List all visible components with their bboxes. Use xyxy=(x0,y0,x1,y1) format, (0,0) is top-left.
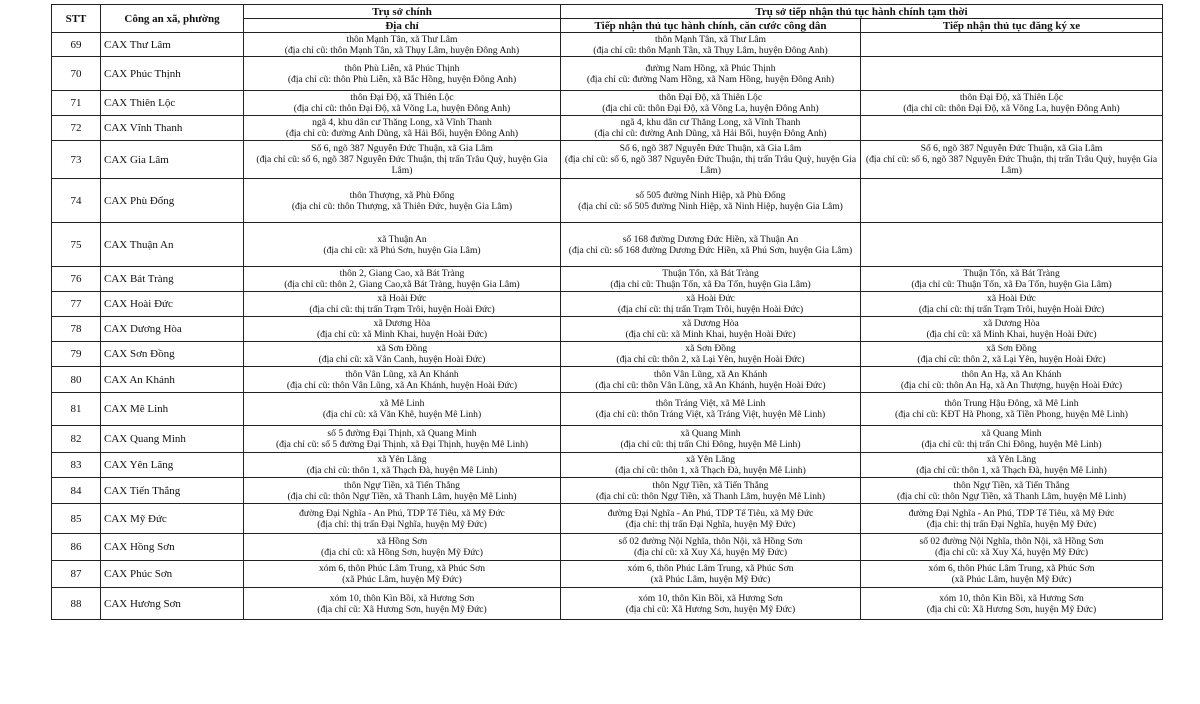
address-line: xã Dương Hòa xyxy=(983,318,1040,329)
old-address-line: (địa chỉ cũ: Xã Hương Sơn, huyện Mỹ Đức) xyxy=(625,603,796,615)
row-main-address xyxy=(244,504,561,534)
header-stt: STT xyxy=(52,5,101,33)
address-line: xóm 6, thôn Phúc Lâm Trung, xã Phúc Sơn xyxy=(928,563,1095,574)
old-address-line: (địa chỉ cũ: số 5 đường Đại Thịnh, xã Đại Thịnh, huyện Mê Linh) xyxy=(275,439,529,450)
old-address-line: (địa chỉ cũ: thị trấn Trạm Trôi, huyện Hoài Đức) xyxy=(617,304,804,315)
row-main-address xyxy=(244,179,561,223)
row-main-address xyxy=(244,57,561,91)
old-address-line: (địa chỉ cũ: số 505 đường Ninh Hiệp, xã Ninh Hiệp, huyện Gia Lâm) xyxy=(578,200,843,212)
header-citizen-id: Tiếp nhận thủ tục hành chính, căn cước công dân xyxy=(561,19,861,33)
old-address-line: (địa chỉ cũ: Thuận Tốn, xã Đa Tốn, huyện Gia Lâm) xyxy=(911,279,1112,290)
row-stt: 71 xyxy=(52,91,101,116)
old-address-line: (địa chỉ cũ: đường Anh Dũng, xã Hải Bối, huyện Đông Anh) xyxy=(594,128,827,139)
address-line: Thuận Tốn, xã Bát Tràng xyxy=(662,268,759,279)
address-line: Thuận Tốn, xã Bát Tràng xyxy=(963,268,1060,279)
address-line: thôn Đại Độ, xã Thiên Lộc xyxy=(959,92,1064,103)
old-address-line: (địa chỉ cũ: thị trấn Chi Đông, huyện Mê Linh) xyxy=(921,439,1102,450)
address-line: xã Hồng Sơn xyxy=(376,536,428,547)
row-citizen-address xyxy=(561,588,861,620)
table-row xyxy=(52,393,1163,426)
row-main-address xyxy=(244,393,561,426)
row-citizen-address xyxy=(561,393,861,426)
old-address-line: (địa chỉ cũ: thôn 2, Giang Cao,xã Bát Tràng, huyện Gia Lâm) xyxy=(284,279,520,290)
header-temp-office: Trụ sở tiếp nhận thủ tục hành chính tạm thời xyxy=(561,5,1163,19)
row-unit-name: CAX Vĩnh Thanh xyxy=(101,116,244,141)
address-line: xóm 6, thôn Phúc Lâm Trung, xã Phúc Sơn xyxy=(318,563,486,574)
address-line: xã Thuận An xyxy=(377,233,427,245)
address-line: thôn Đại Độ, xã Thiên Lộc xyxy=(658,92,763,103)
table-row xyxy=(52,292,1163,317)
row-stt: 72 xyxy=(52,116,101,141)
address-line: thôn Ngự Tiền, xã Tiến Thắng xyxy=(953,479,1070,491)
row-vehicle-address xyxy=(861,91,1163,116)
row-main-address xyxy=(244,91,561,116)
row-unit-name: CAX Bát Tràng xyxy=(101,267,244,292)
row-vehicle-address xyxy=(861,317,1163,342)
old-address-line: (địa chỉ cũ: xã Vân Canh, huyện Hoài Đức) xyxy=(318,354,486,365)
address-line: thôn Vân Lũng, xã An Khánh xyxy=(345,368,459,380)
old-address-line: (địa chỉ cũ: đường Nam Hồng, xã Nam Hồng, huyện Đông Anh) xyxy=(586,73,835,85)
address-line: xã Hoài Đức xyxy=(686,293,735,304)
address-line: xã Dương Hòa xyxy=(373,318,431,329)
address-line: xã Hoài Đức xyxy=(987,293,1036,304)
row-main-address xyxy=(244,116,561,141)
row-vehicle-address xyxy=(861,453,1163,478)
header-unit: Công an xã, phường xyxy=(101,5,244,33)
row-citizen-address xyxy=(561,179,861,223)
address-line: xóm 10, thôn Kìn Bồi, xã Hương Sơn xyxy=(939,592,1084,604)
row-citizen-address xyxy=(561,561,861,588)
table-row xyxy=(52,267,1163,292)
row-unit-name: CAX Quang Minh xyxy=(101,426,244,453)
old-address-line: (địa chỉ cũ: thôn Tráng Việt, xã Tráng Việt, huyện Mê Linh) xyxy=(595,409,826,420)
table-row xyxy=(52,57,1163,91)
old-address-line: (địa chỉ cũ: thị trấn Chi Đông, huyện Mê Linh) xyxy=(620,439,801,450)
row-vehicle-address xyxy=(861,179,1163,223)
old-address-line: (địa chỉ cũ: xã Minh Khai, huyện Hoài Đức) xyxy=(625,329,796,340)
row-unit-name: CAX Phù Đổng xyxy=(101,179,244,223)
address-line: thôn Ngự Tiền, xã Tiến Thắng xyxy=(344,479,460,491)
table-row xyxy=(52,504,1163,534)
row-citizen-address xyxy=(561,317,861,342)
row-stt: 83 xyxy=(52,453,101,478)
row-stt: 79 xyxy=(52,342,101,367)
address-line: xã Sơn Đồng xyxy=(986,343,1037,354)
address-line: Số 6, ngõ 387 Nguyễn Đức Thuận, xã Gia Lâm xyxy=(920,143,1103,154)
row-citizen-address xyxy=(561,478,861,504)
table-row xyxy=(52,116,1163,141)
address-line: số 02 đường Nội Nghĩa, thôn Nội, xã Hồng Sơn xyxy=(618,536,803,547)
old-address-line: (địa chỉ cũ: thôn Thượng, xã Thiên Đức, huyện Gia Lâm) xyxy=(291,200,513,212)
table-row xyxy=(52,33,1163,57)
row-main-address xyxy=(244,342,561,367)
address-line: ngã 4, khu dân cư Thăng Long, xã Vĩnh Thanh xyxy=(620,117,801,128)
old-address-line: (xã Phúc Lâm, huyện Mỹ Đức) xyxy=(951,574,1072,585)
row-vehicle-address xyxy=(861,367,1163,393)
address-line: Số 6, ngõ 387 Nguyễn Đức Thuận, xã Gia Lâm xyxy=(619,143,802,154)
address-line: ngã 4, khu dân cư Thăng Long, xã Vĩnh Thanh xyxy=(312,117,492,128)
row-main-address xyxy=(244,317,561,342)
header-vehicle-registration: Tiếp nhận thủ tục đăng ký xe xyxy=(861,19,1163,33)
old-address-line: (địa chỉ cũ: thôn 2, xã Lại Yên, huyện Hoài Đức) xyxy=(917,354,1106,365)
row-unit-name: CAX Gia Lâm xyxy=(101,141,244,179)
row-citizen-address xyxy=(561,141,861,179)
row-stt: 86 xyxy=(52,534,101,561)
row-stt: 80 xyxy=(52,367,101,393)
address-line: số 168 đường Dương Đức Hiền, xã Thuận An xyxy=(622,233,799,245)
row-vehicle-address xyxy=(861,33,1163,57)
address-line: số 505 đường Ninh Hiệp, xã Phù Đổng xyxy=(635,189,786,201)
old-address-line: (địa chỉ cũ: xã Minh Khai, huyện Hoài Đức) xyxy=(316,329,488,340)
old-address-line: (địa chỉ cũ: Thuận Tốn, xã Đa Tốn, huyện Gia Lâm) xyxy=(610,279,811,290)
old-address-line: (địa chỉ cũ: thôn An Hạ, xã An Thượng, huyện Hoài Đức) xyxy=(900,379,1123,391)
row-citizen-address xyxy=(561,33,861,57)
address-line: thôn An Hạ, xã An Khánh xyxy=(961,368,1062,380)
row-vehicle-address xyxy=(861,57,1163,91)
document-page xyxy=(51,4,1162,620)
row-main-address xyxy=(244,267,561,292)
old-address-line: (địa chỉ cũ: thôn 1, xã Thạch Đà, huyện Mê Linh) xyxy=(916,465,1107,476)
old-address-line: (xã Phúc Lâm, huyện Mỹ Đức) xyxy=(650,574,771,585)
table-row xyxy=(52,141,1163,179)
address-line: đường Nam Hồng, xã Phúc Thịnh xyxy=(645,62,776,74)
address-line: xã Sơn Đồng xyxy=(376,343,428,354)
row-vehicle-address xyxy=(861,534,1163,561)
address-line: số 02 đường Nội Nghĩa, thôn Nội, xã Hồng Sơn xyxy=(919,536,1104,547)
address-line: xã Quang Minh xyxy=(981,428,1042,439)
row-main-address xyxy=(244,588,561,620)
old-address-line: (địa chỉ cũ: thị trấn Trạm Trôi, huyện Hoài Đức) xyxy=(918,304,1105,315)
row-stt: 84 xyxy=(52,478,101,504)
address-line: thôn Mạnh Tân, xã Thư Lâm xyxy=(655,33,766,45)
row-unit-name: CAX Mỹ Đức xyxy=(101,504,244,534)
address-line: đường Đại Nghĩa - An Phú, TDP Tế Tiêu, xã Mỹ Đức xyxy=(607,507,814,519)
table-row xyxy=(52,317,1163,342)
old-address-line: (địa chỉ cũ: Xã Hương Sơn, huyện Mỹ Đức) xyxy=(926,603,1097,615)
row-main-address xyxy=(244,33,561,57)
row-stt: 74 xyxy=(52,179,101,223)
old-address-line: (địa chỉ: thị trấn Đại Nghĩa, huyện Mỹ Đức) xyxy=(625,518,796,530)
old-address-line: (địa chỉ cũ: thôn Ngự Tiền, xã Thanh Lâm, huyện Mê Linh) xyxy=(595,490,826,502)
row-vehicle-address xyxy=(861,504,1163,534)
row-stt: 82 xyxy=(52,426,101,453)
old-address-line: (địa chỉ cũ: số 168 đường Dương Đức Hiền, xã Phú Sơn, huyện Gia Lâm) xyxy=(568,244,853,256)
row-unit-name: CAX Dương Hòa xyxy=(101,317,244,342)
row-citizen-address xyxy=(561,342,861,367)
address-line: thôn Ngự Tiền, xã Tiến Thắng xyxy=(652,479,769,491)
address-line: xóm 10, thôn Kìn Bồi, xã Hương Sơn xyxy=(329,592,475,604)
table-row xyxy=(52,534,1163,561)
row-unit-name: CAX Hồng Sơn xyxy=(101,534,244,561)
row-unit-name: CAX Thiên Lộc xyxy=(101,91,244,116)
address-line: xã Yên Lãng xyxy=(377,454,427,465)
old-address-line: (địa chỉ cũ: thôn Phù Liễn, xã Bắc Hồng, huyện Đông Anh) xyxy=(287,73,517,85)
old-address-line: (địa chỉ cũ: thôn Đại Độ, xã Võng La, huyện Đông Anh) xyxy=(903,103,1120,114)
old-address-line: (địa chỉ cũ: số 6, ngõ 387 Nguyễn Đức Thuận, thị trấn Trâu Quỳ, huyện Gia Lâm) xyxy=(564,154,857,176)
row-vehicle-address xyxy=(861,223,1163,267)
row-stt: 88 xyxy=(52,588,101,620)
row-main-address xyxy=(244,534,561,561)
old-address-line: (địa chỉ cũ: xã Hồng Sơn, huyện Mỹ Đức) xyxy=(321,547,483,558)
row-citizen-address xyxy=(561,367,861,393)
row-vehicle-address xyxy=(861,292,1163,317)
address-line: thôn Vân Lũng, xã An Khánh xyxy=(653,368,768,380)
old-address-line: (địa chỉ cũ: thôn Mạnh Tân, xã Thụy Lâm, huyện Đông Anh) xyxy=(593,44,828,56)
address-line: đường Đại Nghĩa - An Phú, TDP Tế Tiêu, xã Mỹ Đức xyxy=(299,507,505,519)
row-citizen-address xyxy=(561,534,861,561)
address-line: xã Yên Lãng xyxy=(685,454,736,465)
old-address-line: (địa chỉ: thị trấn Đại Nghĩa, huyện Mỹ Đức) xyxy=(926,518,1097,530)
row-stt: 69 xyxy=(52,33,101,57)
address-line: xã Dương Hòa xyxy=(682,318,739,329)
row-stt: 75 xyxy=(52,223,101,267)
address-line: xóm 10, thôn Kìn Bồi, xã Hương Sơn xyxy=(638,592,783,604)
old-address-line: (địa chỉ cũ: thôn Ngự Tiền, xã Thanh Lâm, huyện Mê Linh) xyxy=(287,490,517,502)
row-stt: 77 xyxy=(52,292,101,317)
row-vehicle-address xyxy=(861,116,1163,141)
address-line: thôn Thượng, xã Phù Đổng xyxy=(349,189,455,201)
old-address-line: (địa chỉ cũ: số 6, ngõ 387 Nguyễn Đức Thuận, thị trấn Trâu Quỳ, huyện Gia Lâm) xyxy=(865,154,1158,176)
address-line: thôn 2, Giang Cao, xã Bát Tràng xyxy=(339,268,465,279)
row-citizen-address xyxy=(561,453,861,478)
row-main-address xyxy=(244,561,561,588)
address-line: xã Sơn Đồng xyxy=(685,343,736,354)
row-citizen-address xyxy=(561,91,861,116)
row-stt: 87 xyxy=(52,561,101,588)
address-line: thôn Mạnh Tân, xã Thư Lâm xyxy=(346,33,458,45)
row-citizen-address xyxy=(561,504,861,534)
table-header xyxy=(52,5,1163,33)
row-vehicle-address xyxy=(861,393,1163,426)
old-address-line: (địa chỉ cũ: xã Phú Sơn, huyện Gia Lâm) xyxy=(323,244,481,256)
old-address-line: (địa chỉ cũ: thôn 2, xã Lại Yên, huyện Hoài Đức) xyxy=(616,354,805,365)
old-address-line: (địa chỉ cũ: thôn Đại Độ, xã Võng La, huyện Đông Anh) xyxy=(293,103,511,114)
row-vehicle-address xyxy=(861,342,1163,367)
table-row xyxy=(52,91,1163,116)
row-unit-name: CAX Tiến Thắng xyxy=(101,478,244,504)
row-citizen-address xyxy=(561,267,861,292)
old-address-line: (địa chỉ cũ: Xã Hương Sơn, huyện Mỹ Đức) xyxy=(317,603,487,615)
old-address-line: (địa chỉ cũ: số 6, ngõ 387 Nguyễn Đức Thuận, thị trấn Trâu Quỳ, huyện Gia Lâm) xyxy=(256,154,548,176)
address-line: xã Mê Linh xyxy=(379,398,425,409)
row-citizen-address xyxy=(561,57,861,91)
row-main-address xyxy=(244,367,561,393)
table-body xyxy=(52,33,1163,620)
address-line: thôn Trung Hậu Đông, xã Mê Linh xyxy=(944,398,1079,409)
old-address-line: (địa chỉ cũ: thị trấn Trạm Trôi, huyện Hoài Đức) xyxy=(309,304,495,315)
row-main-address xyxy=(244,223,561,267)
address-line: thôn Tráng Việt, xã Mê Linh xyxy=(655,398,766,409)
table-row xyxy=(52,426,1163,453)
row-unit-name: CAX An Khánh xyxy=(101,367,244,393)
row-unit-name: CAX Phúc Thịnh xyxy=(101,57,244,91)
row-unit-name: CAX Thư Lâm xyxy=(101,33,244,57)
old-address-line: (địa chỉ cũ: xã Minh Khai, huyện Hoài Đức) xyxy=(926,329,1097,340)
table-row xyxy=(52,588,1163,620)
table-row xyxy=(52,179,1163,223)
address-line: số 5 đường Đại Thịnh, xã Quang Minh xyxy=(327,428,477,439)
row-stt: 73 xyxy=(52,141,101,179)
old-address-line: (địa chỉ cũ: xã Xuy Xá, huyện Mỹ Đức) xyxy=(633,547,788,558)
header-main-office: Trụ sở chính xyxy=(244,5,561,19)
row-unit-name: CAX Hoài Đức xyxy=(101,292,244,317)
row-unit-name: CAX Yên Lãng xyxy=(101,453,244,478)
table-row xyxy=(52,478,1163,504)
address-line: thôn Đại Độ, xã Thiên Lộc xyxy=(350,92,454,103)
row-unit-name: CAX Thuận An xyxy=(101,223,244,267)
row-stt: 81 xyxy=(52,393,101,426)
address-line: xã Quang Minh xyxy=(680,428,741,439)
table-row xyxy=(52,223,1163,267)
row-citizen-address xyxy=(561,292,861,317)
row-citizen-address xyxy=(561,426,861,453)
old-address-line: (địa chỉ cũ: thôn Đại Độ, xã Võng La, huyện Đông Anh) xyxy=(602,103,819,114)
row-vehicle-address xyxy=(861,478,1163,504)
table-row xyxy=(52,342,1163,367)
row-citizen-address xyxy=(561,116,861,141)
table-row xyxy=(52,367,1163,393)
old-address-line: (địa chỉ cũ: thôn Ngự Tiền, xã Thanh Lâm, huyện Mê Linh) xyxy=(896,490,1127,502)
old-address-line: (địa chỉ cũ: thôn 1, xã Thạch Đà, huyện Mê Linh) xyxy=(615,465,806,476)
old-address-line: (xã Phúc Lâm, huyện Mỹ Đức) xyxy=(342,574,462,585)
old-address-line: (địa chỉ cũ: thôn Mạnh Tân, xã Thụy Lâm, huyện Đông Anh) xyxy=(284,44,520,56)
row-unit-name: CAX Hương Sơn xyxy=(101,588,244,620)
row-unit-name: CAX Mê Linh xyxy=(101,393,244,426)
row-stt: 76 xyxy=(52,267,101,292)
row-stt: 85 xyxy=(52,504,101,534)
row-main-address xyxy=(244,141,561,179)
row-vehicle-address xyxy=(861,561,1163,588)
address-line: thôn Phù Liễn, xã Phúc Thịnh xyxy=(344,62,460,74)
row-main-address xyxy=(244,292,561,317)
row-stt: 78 xyxy=(52,317,101,342)
row-vehicle-address xyxy=(861,588,1163,620)
old-address-line: (địa chỉ cũ: thôn 1, xã Thạch Đà, huyện Mê Linh) xyxy=(306,465,498,476)
address-line: xã Yên Lãng xyxy=(986,454,1037,465)
row-main-address xyxy=(244,453,561,478)
row-unit-name: CAX Sơn Đồng xyxy=(101,342,244,367)
header-address: Địa chỉ xyxy=(244,19,561,33)
address-line: đường Đại Nghĩa - An Phú, TDP Tế Tiêu, xã Mỹ Đức xyxy=(908,507,1115,519)
old-address-line: (địa chỉ cũ: thôn Vân Lũng, xã An Khánh, huyện Hoài Đức) xyxy=(286,379,518,391)
address-line: xóm 6, thôn Phúc Lâm Trung, xã Phúc Sơn xyxy=(627,563,794,574)
old-address-line: (địa chỉ cũ: KĐT Hà Phong, xã Tiền Phong, huyện Mê Linh) xyxy=(895,409,1128,420)
address-line: xã Hoài Đức xyxy=(377,293,427,304)
police-office-table xyxy=(51,4,1163,620)
row-vehicle-address xyxy=(861,141,1163,179)
row-stt: 70 xyxy=(52,57,101,91)
row-citizen-address xyxy=(561,223,861,267)
table-row xyxy=(52,453,1163,478)
old-address-line: (địa chỉ cũ: xã Văn Khê, huyện Mê Linh) xyxy=(322,409,482,420)
old-address-line: (địa chỉ: thị trấn Đại Nghĩa, huyện Mỹ Đức) xyxy=(317,518,487,530)
old-address-line: (địa chỉ cũ: đường Anh Dũng, xã Hải Bối, huyện Đông Anh) xyxy=(285,128,519,139)
address-line: Số 6, ngõ 387 Nguyễn Đức Thuận, xã Gia Lâm xyxy=(311,143,493,154)
table-row xyxy=(52,561,1163,588)
row-unit-name: CAX Phúc Sơn xyxy=(101,561,244,588)
old-address-line: (địa chỉ cũ: xã Xuy Xá, huyện Mỹ Đức) xyxy=(934,547,1089,558)
row-vehicle-address xyxy=(861,426,1163,453)
row-vehicle-address xyxy=(861,267,1163,292)
old-address-line: (địa chỉ cũ: thôn Vân Lũng, xã An Khánh, huyện Hoài Đức) xyxy=(595,379,826,391)
row-main-address xyxy=(244,426,561,453)
row-main-address xyxy=(244,478,561,504)
